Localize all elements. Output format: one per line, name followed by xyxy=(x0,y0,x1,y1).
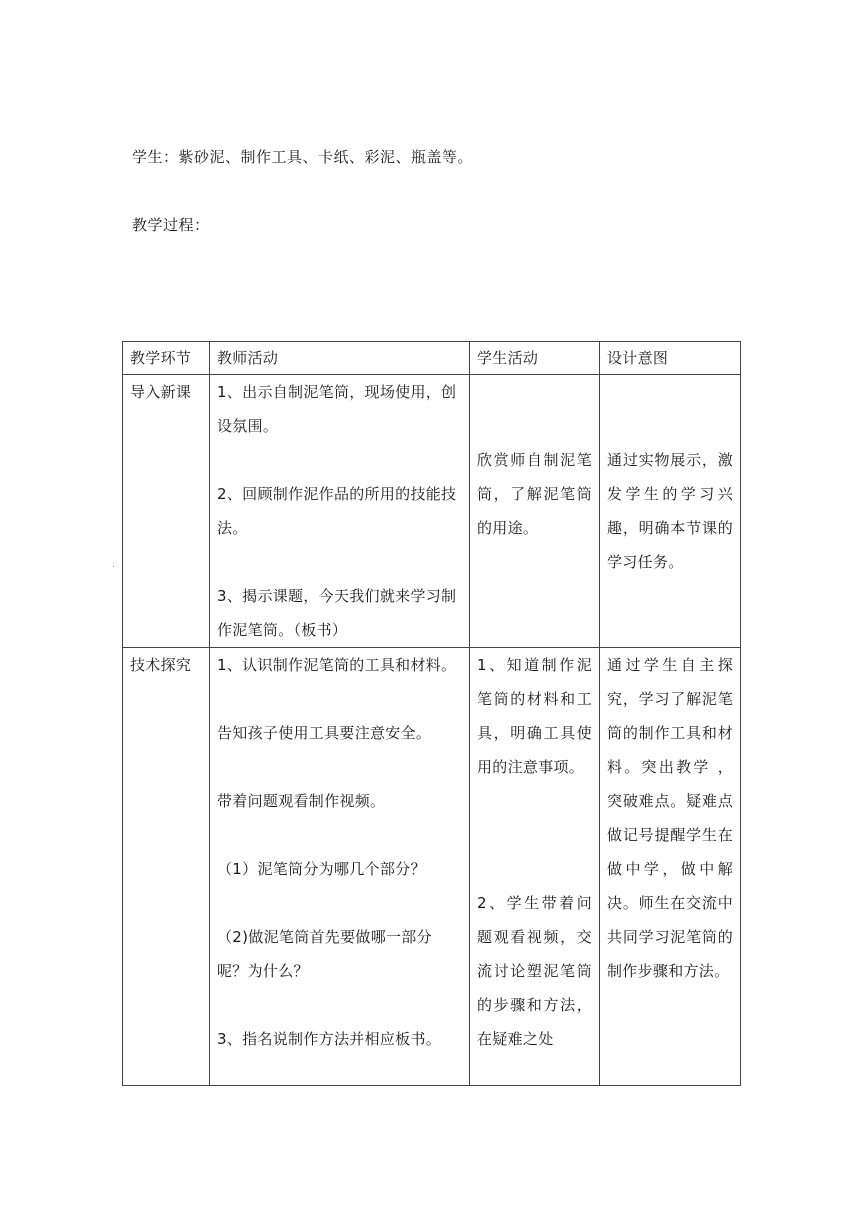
table-row xyxy=(123,375,741,648)
teacher-step: 3、指名说制作方法并相应板书。 xyxy=(217,1030,442,1048)
lesson-table xyxy=(122,341,741,1086)
teacher-step: 带着问题观看制作视频。 xyxy=(217,792,386,810)
header-teacher: 教师活动 xyxy=(210,342,470,375)
design-intent-text: 通过实物展示，激发学生的学习兴趣，明确本节课的学习任务。 xyxy=(607,451,733,571)
teacher-step: 1、出示自制泥笔筒，现场使用，创设氛围。 xyxy=(217,383,457,435)
design-intent-cell xyxy=(600,648,741,1086)
student-activity-cell xyxy=(470,648,600,1086)
materials-line: 学生：紫砂泥、制作工具、卡纸、彩泥、瓶盖等。 xyxy=(132,148,474,166)
teacher-step: 1、认识制作泥笔筒的工具和材料。 xyxy=(217,656,457,674)
design-intent-text: 通过学生自主探究，学习了解泥笔筒的制作工具和材料。突出教学 ，突破难点。疑难点做记号提醒学生在做中学，做中解决。师生在交流中共同学习泥笔筒的制作步骤和方法。 xyxy=(607,656,733,980)
teacher-step: 3、揭示课题，今天我们就来学习制作泥笔筒。（板书） xyxy=(217,587,457,639)
header-stage: 教学环节 xyxy=(123,342,210,375)
teacher-step: 2、回顾制作泥作品的所用的技能技法。 xyxy=(217,485,457,537)
teacher-step: 告知孩子使用工具要注意安全。 xyxy=(217,724,432,742)
header-design: 设计意图 xyxy=(600,342,741,375)
process-heading: 教学过程： xyxy=(132,216,210,234)
stage-cell: 导入新课 xyxy=(123,375,210,648)
student-step: 欣赏师自制泥笔筒，了解泥笔筒的用途。 xyxy=(477,451,592,537)
teacher-activity-cell xyxy=(210,648,470,1086)
teacher-step: （1）泥笔筒分为哪几个部分？ xyxy=(217,860,426,878)
student-step: 2、学生带着问题观看视频，交流讨论塑泥笔筒的步骤和方法，在疑难之处 xyxy=(477,894,592,1048)
teacher-activity-cell xyxy=(210,375,470,648)
student-activity-cell xyxy=(470,375,600,648)
header-student: 学生活动 xyxy=(470,342,600,375)
table-row xyxy=(123,648,741,1086)
stage-cell: 技术探究 xyxy=(123,648,210,1086)
student-step: 1、知道制作泥笔筒的材料和工具，明确工具使用的注意事项。 xyxy=(477,656,592,776)
design-intent-cell xyxy=(600,375,741,648)
teacher-step: （2)做泥笔筒首先要做哪一部分呢？为什么？ xyxy=(217,928,432,980)
stray-mark xyxy=(113,566,114,567)
table-header-row xyxy=(123,342,741,375)
